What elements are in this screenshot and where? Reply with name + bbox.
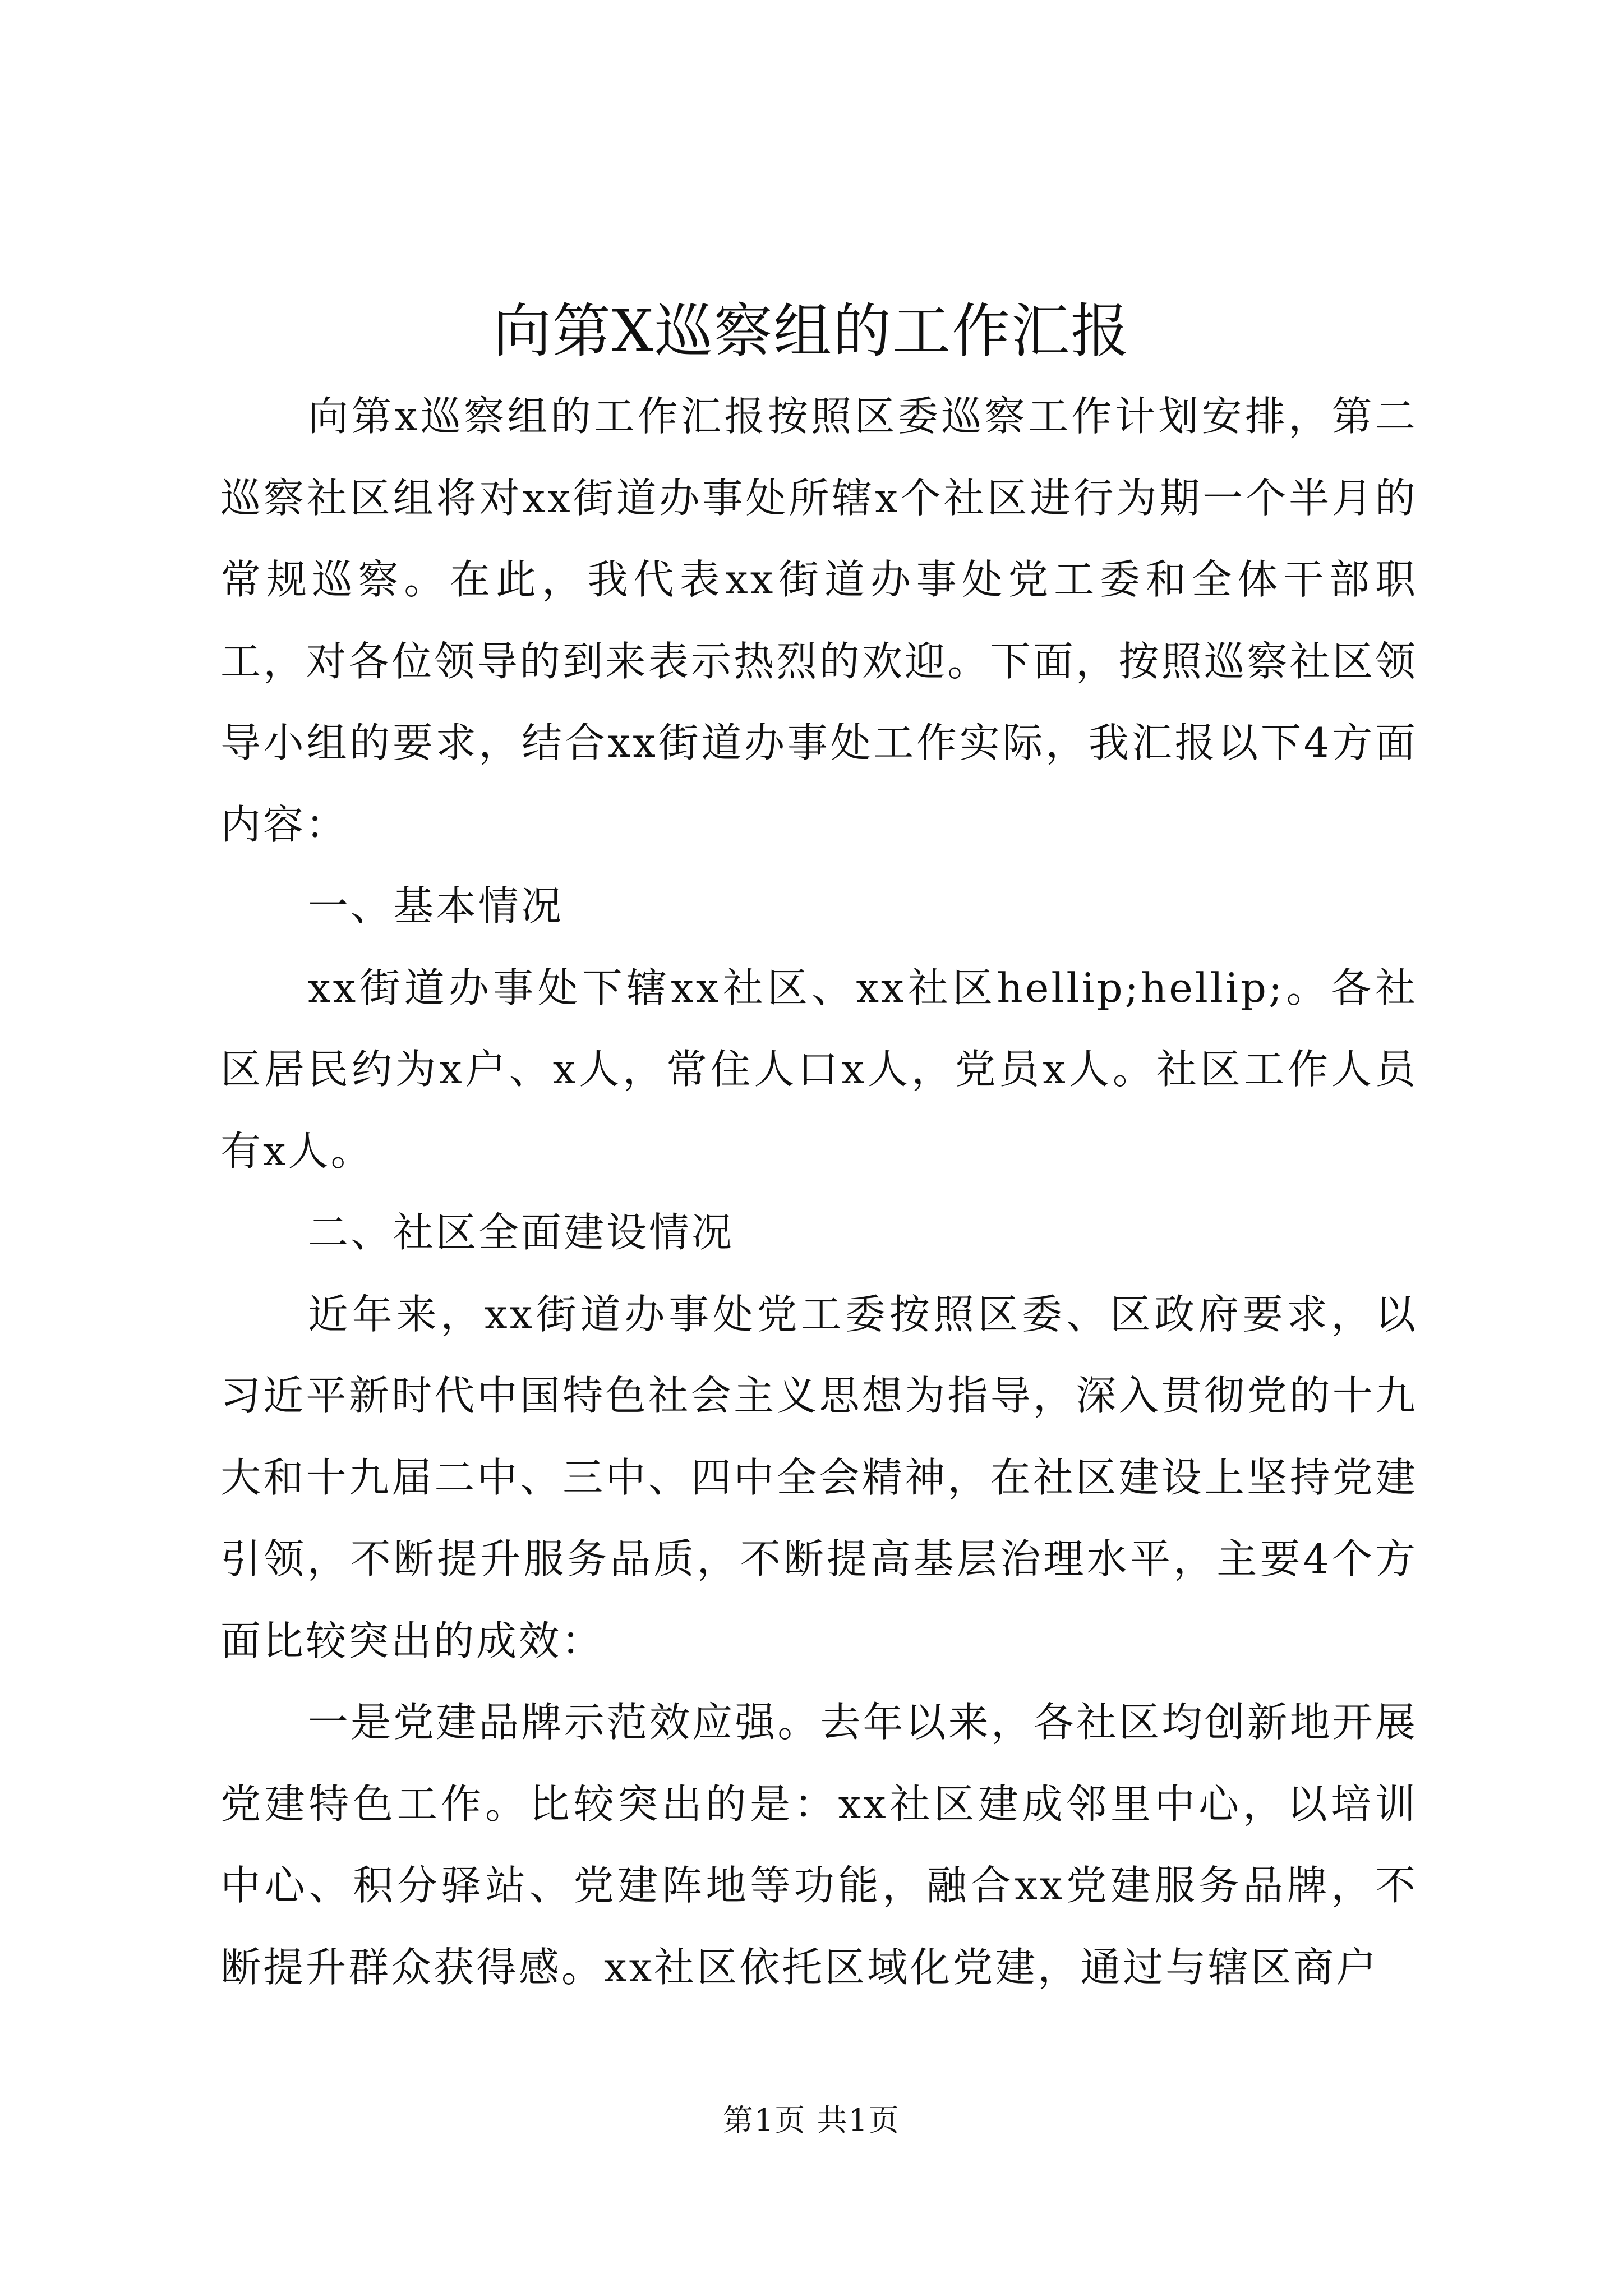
document-title: 向第X巡察组的工作汇报: [492, 297, 1131, 365]
page-footer: 第1页 共1页: [723, 2102, 900, 2138]
basic-situation-paragraph: xx街道办事处下辖xx社区、xx社区hellip;hellip;。各社区居民约为x户、x人，常住人口x人，党员x人。社区工作人员有x人。: [220, 964, 1418, 1175]
section-heading-community-construction: 二、社区全面建设情况: [308, 1209, 735, 1256]
intro-paragraph: 向第x巡察组的工作汇报按照区委巡察工作计划安排，第二巡察社区组将对xx街道办事处所辖x个社区进行为期一个半月的常规巡察。在此，我代表xx街道办事处党工委和全体干部职工，对各位领导的到来表示热烈的欢迎。下面，按照巡察社区领导小组的要求，结合xx街道办事处工作实际，我汇报以下4方面内容：: [220, 393, 1418, 848]
document-body: [220, 376, 1418, 2008]
community-construction-paragraph: 近年来，xx街道办事处党工委按照区委、区政府要求，以习近平新时代中国特色社会主义思想为指导，深入贯彻党的十九大和十九届二中、三中、四中全会精神，在社区建设上坚持党建引领，不断提升服务品质，不断提高基层治理水平，主要4个方面比较突出的成效：: [220, 1290, 1418, 1664]
party-brand-paragraph: 一是党建品牌示范效应强。去年以来，各社区均创新地开展党建特色工作。比较突出的是：xx社区建成邻里中心，以培训中心、积分驿站、党建阵地等功能，融合xx党建服务品牌，不断提升群众获得感。xx社区依托区域化党建，通过与辖区商户: [220, 1699, 1418, 1991]
section-heading-basic-situation: 一、基本情况: [308, 882, 564, 930]
